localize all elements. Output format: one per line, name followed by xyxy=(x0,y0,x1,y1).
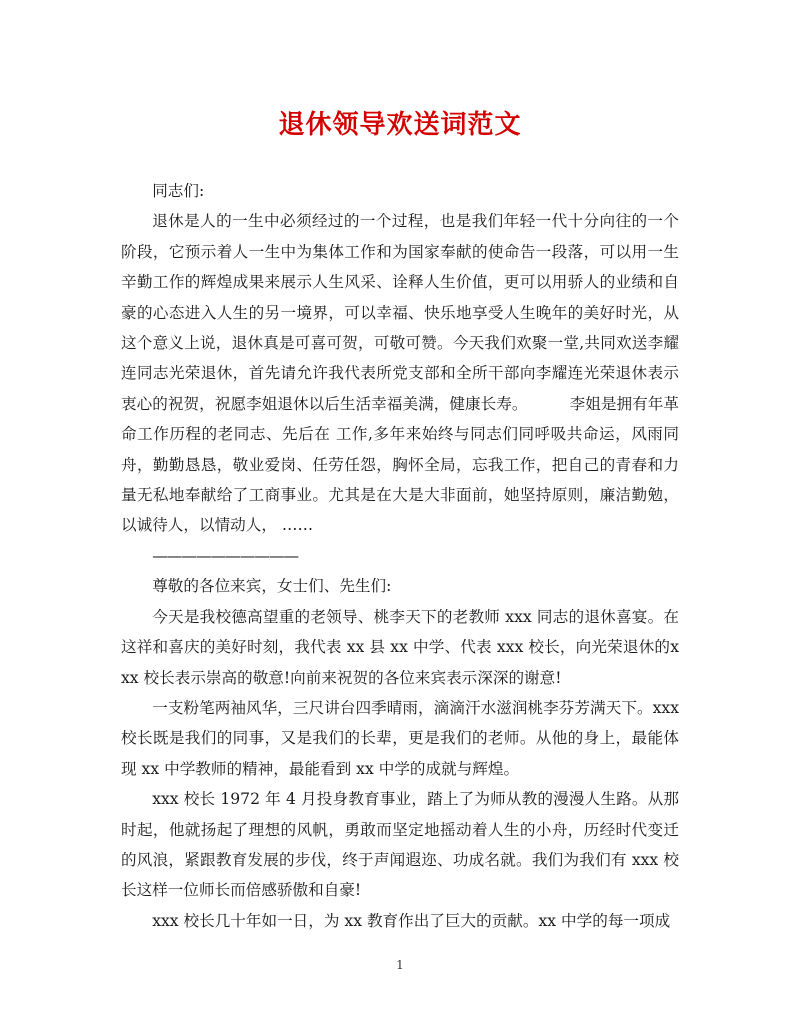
section-separator: —————————— xyxy=(152,546,299,565)
speech2-paragraph-3: xxx 校长 1972 年 4 月投身教育事业，踏上了为师从教的漫漫人生路。从那时起，他就扬起了理想的风帆，勇敢而坚定地摇动着人生的小舟，历经时代变迁的风浪，紧跟教育发展的步伐，终于声闻遐迩、功成名就。我们为我们有 xxx 校长这样一位师长而倍感骄傲和自豪! xyxy=(121,790,679,900)
document-body xyxy=(121,176,679,936)
document-title: 退休领导欢送词范文 xyxy=(278,110,522,140)
speech2-paragraph-4: xxx 校长几十年如一日，为 xx 教育作出了巨大的贡献。xx 中学的每一项成 xyxy=(152,911,671,930)
speech2-paragraph-2: 一支粉笔两袖风华，三尺讲台四季晴雨，滴滴汗水滋润桃李芬芳满天下。xxx 校长既是我们的同事，又是我们的长辈，更是我们的老师。从他的身上，最能体现 xx 中学教师的精神，最能看到 xx 中学的成就与辉煌。 xyxy=(121,698,679,778)
speech2-paragraph-1: 今天是我校德高望重的老领导、桃李天下的老教师 xxx 同志的退休喜宴。在这祥和喜庆的美好时刻，我代表 xx 县 xx 中学、代表 xxx 校长，向光荣退休的xxx 校长表示崇高的敬意!向前来祝贺的各位来宾表示深深的谢意! xyxy=(121,607,679,687)
speech1-paragraph-part1: 退休是人的一生中必须经过的一个过程，也是我们年轻一代十分向往的一个阶段，它预示着人一生中为集体工作和为国家奉献的使命告一段落，可以用一生辛勤工作的辉煌成果来展示人生风采、诠释人生价值，更可以用骄人的业绩和自豪的心态进入人生的另一境界，可以幸福、快乐地享受人生晚年的美好时光，从这个意义上说，退休真是可喜可贺，可敬可赞。今天我们欢聚一堂,共同欢送李耀连同志光荣退休，首先请允许我代表所党支部和全所干部向李耀连光荣退休表示衷心的祝贺，祝愿李姐退休以后生活幸福美满，健康长寿。 xyxy=(121,212,679,413)
page-number: 1 xyxy=(396,958,404,972)
speech1-paragraph xyxy=(121,206,679,540)
speech1-paragraph-part2: 李姐是拥有年革命工作历程的老同志、先后在 工作,多年来始终与同志们同呼吸共命运，风雨同舟，勤勤恳恳，敬业爱岗、任劳任怨，胸怀全局，忘我工作，把自己的青春和力量无私地奉献给了工商事业。尤其是在大是大非面前，她坚持原则，廉洁勤勉，以诚待人，以情动人， …… xyxy=(121,394,679,535)
speech1-salutation: 同志们: xyxy=(152,182,205,200)
speech2-salutation: 尊敬的各位来宾，女士们、先生们: xyxy=(152,577,392,596)
